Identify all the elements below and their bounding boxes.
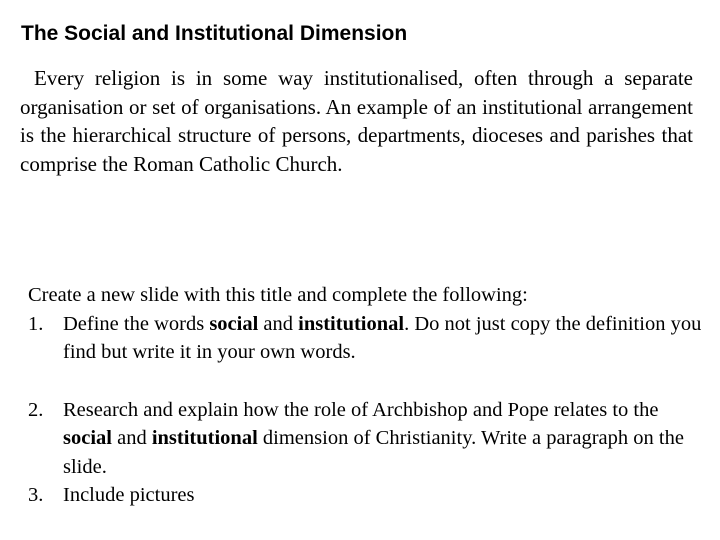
task-number: 1.	[28, 312, 44, 335]
task-item-3	[28, 481, 708, 510]
task-text: and	[111, 427, 152, 449]
task-instructions	[28, 281, 708, 510]
task-number: 3.	[28, 484, 44, 506]
task-text: . Do not just copy the definition you find but write it in your own words.	[63, 312, 702, 363]
task-intro: Create a new slide with this title and complete the following:	[28, 284, 528, 306]
task-keyword-institutional: institutional	[298, 312, 405, 335]
task-text: and	[258, 312, 299, 335]
task-keyword-institutional: institutional	[151, 427, 258, 449]
task-item-2	[28, 396, 708, 482]
task-text: Include pictures	[63, 484, 195, 506]
task-text: dimension of Christianity. Write a paragraph on the slide.	[63, 427, 684, 478]
task-number: 2.	[28, 398, 44, 421]
task-text: Research and explain how the role of Archbishop and Pope relates to the	[63, 398, 659, 421]
task-keyword-social: social	[209, 312, 259, 335]
slide-title: The Social and Institutional Dimension	[21, 22, 408, 45]
task-keyword-social: social	[63, 427, 112, 449]
spacer	[28, 367, 708, 396]
task-text: Define the words	[63, 312, 210, 335]
body-paragraph: Every religion is in some way institutionalised, often through a separate organisation or set of organisations. An example of an institutional arrangement is the hierarchical structure of persons, departments, dioceses and parishes that comprise the Roman Catholic Church.	[20, 66, 693, 176]
task-item-1	[28, 310, 708, 367]
